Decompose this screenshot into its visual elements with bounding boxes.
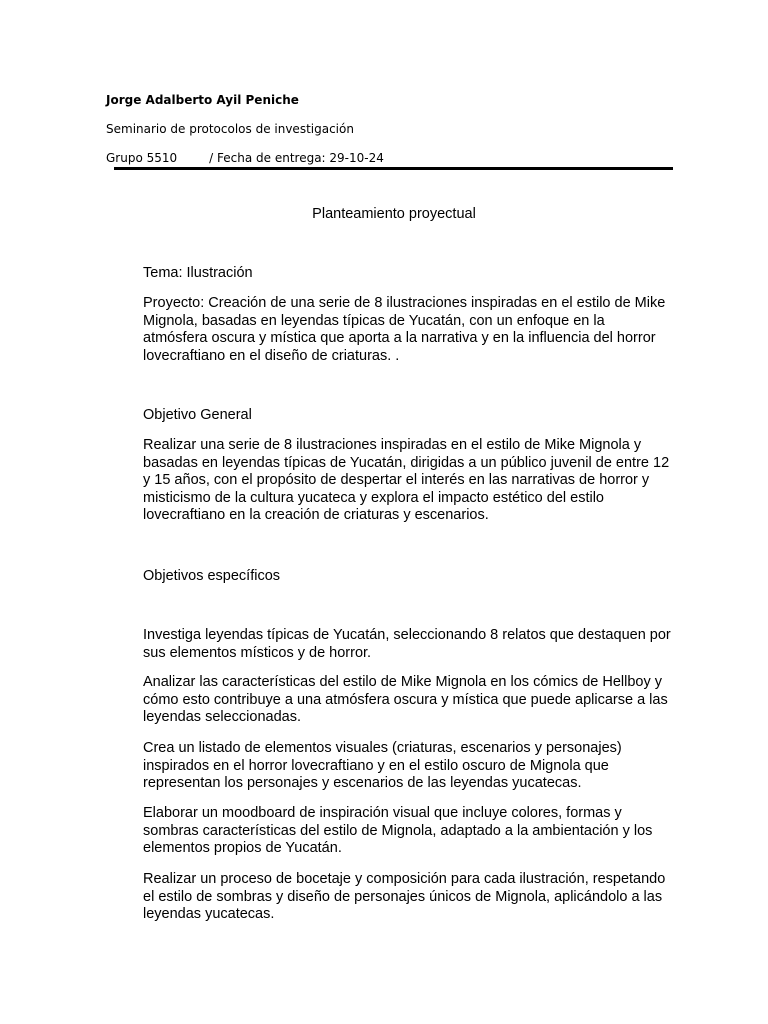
group-line (106, 150, 384, 166)
objetivo-especifico-item: Realizar un proceso de bocetaje y composición para cada ilustración, respetando el estilo de sombras y diseño de personajes únicos de Mignola, aplicándolo a las leyendas yucatecas. (143, 871, 666, 922)
objetivo-especifico-item: Investiga leyendas típicas de Yucatán, seleccionando 8 relatos que destaquen por sus elementos místicos y de horror. (143, 627, 671, 661)
objetivos-especificos-heading: Objetivos específicos (143, 568, 281, 584)
objetivo-general-heading: Objetivo General (143, 407, 252, 423)
objetivo-especifico-item: Crea un listado de elementos visuales (criaturas, escenarios y personajes) inspirados en el horror lovecraftiano y en el estilo oscuro de Mignola que representan los personajes y escenarios de las leyendas yucatecas. (143, 740, 622, 791)
author-name: Jorge Adalberto Ayil Peniche (106, 93, 299, 107)
objetivo-especifico-item: Elaborar un moodboard de inspiración visual que incluye colores, formas y sombras características del estilo de Mignola, adaptado a la ambientación y los elementos propios de Yucatán. (143, 805, 653, 856)
group-number: Grupo 5510 (106, 151, 178, 165)
tema-line: Tema: Ilustración (143, 265, 253, 281)
objetivo-especifico-item: Analizar las características del estilo de Mike Mignola en los cómics de Hellboy y cómo esto contribuye a una atmósfera oscura y mística que puede aplicarse a las leyendas seleccionadas. (143, 674, 668, 725)
due-date: / Fecha de entrega: 29-10-24 (209, 151, 384, 165)
document-title: Planteamiento proyectual (312, 206, 476, 222)
proyecto-paragraph: Proyecto: Creación de una serie de 8 ilustraciones inspiradas en el estilo de Mike Mignola, basadas en leyendas típicas de Yucatán, con un enfoque en la atmósfera oscura y mística que aporta a la narrativa y en la influencia del horror lovecraftiano en el diseño de criaturas. . (143, 295, 666, 364)
seminar-name: Seminario de protocolos de investigación (106, 122, 354, 136)
objetivo-general-paragraph: Realizar una serie de 8 ilustraciones inspiradas en el estilo de Mike Mignola y basadas en leyendas típicas de Yucatán, dirigidas a un público juvenil de entre 12 y 15 años, con el propósito de despertar el interés en las narrativas de horror y misticismo de la cultura yucateca y explora el impacto estético del estilo lovecraftiano en la creación de criaturas y escenarios. (143, 437, 670, 523)
header-divider (114, 167, 673, 170)
